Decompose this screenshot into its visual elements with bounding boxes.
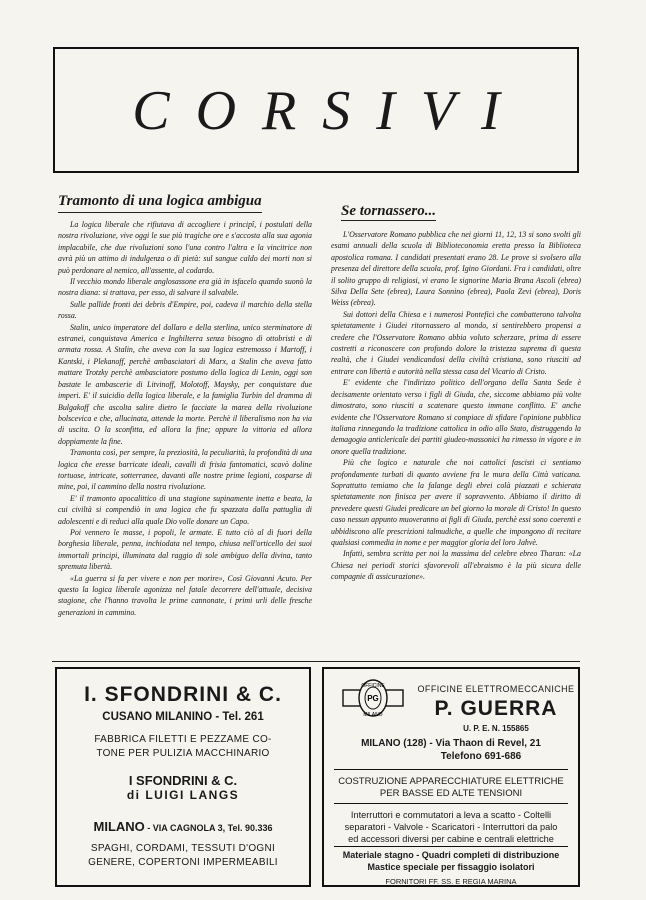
ad-costr-line: COSTRUZIONE APPARECCHIATURE ELETTRICHE	[338, 776, 564, 787]
article1-paragraph: Il vecchio mondo liberale anglosassone era già in isfacelo quando suonò la nostra diana: si trattava, per esso, di salvare il salvabile.	[58, 277, 312, 298]
ad-mat-line: Mastice speciale per fissaggio isolatori	[367, 861, 535, 872]
ad-guerra-materiale	[324, 850, 578, 873]
ad-sfondrini-name2: I SFONDRINI & C.	[128, 773, 238, 788]
ad-guerra-upen: U. P. E. N. 155865	[463, 724, 529, 733]
ad-sfondrini-city: CUSANO MILANINO - Tel. 261	[102, 711, 264, 723]
ad-guerra-divider	[334, 846, 568, 847]
article2-paragraph: L'Osservatore Romano pubblica che nei giorni 11, 12, 13 si sono svolti gli esami annuali della scuola di Biblioteconomia eretta presso la Biblioteca apostolica romana. I candidati presentati erano 28. Le prove si svolsero alla presenza del direttore della scuola, prof. Igino Giordani. Fra i candidati, oltre il solito gruppo di religiosi, vi erano le signorine Maria Brana Ascoli (ebrea) Silva Della Sete (ebrea), Laura Sonnino (ebrea), Paola Zevi (ebrea), Doris Weiss (ebrea).	[331, 230, 581, 308]
article1-paragraph: Tramonta così, per sempre, la preziosità, la peculiarità, la profondità di una logica che eresse barricate ideali, cavalli di frisia fantomatici, scavò doline tortuose, intricate, sotterranee, davanti alle nostre prime legioni, cosparse di mine, poi, il cammino della nostra rivoluzione.	[58, 448, 312, 492]
ad-product-line: separatori - Valvole - Scaricatori - Interruttori da palo	[344, 822, 558, 832]
ad-guerra-officine: OFFICINE ELETTROMECCANICHE	[417, 684, 575, 694]
ad-guerra	[322, 667, 580, 887]
article1-paragraph: «La guerra si fa per vivere e non per morire», Così Giovanni Acuto. Per questo la logica liberale agonizza nel fatale decorrere dell'attuale, decisiva stagione, che l'hanno travolta le prime cannonate, i primi urli delle fresche generazioni in cammino.	[58, 573, 312, 617]
article-column-left	[58, 192, 312, 618]
ad-guerra-products	[330, 809, 572, 845]
ad-guerra-name: P. GUERRA	[434, 697, 558, 720]
ad-sfondrini-name: I. SFONDRINI & C.	[84, 683, 282, 706]
ad-desc-line: FABBRICA FILETTI E PEZZAME CO-	[94, 734, 272, 745]
article2-headline: Se tornassero...	[341, 203, 437, 219]
article2-paragraph: Infatti, sembra scritta per noi la massima del celebre ebreo Tharan: «La Chiesa nei periodi storici sfavorevoli all'ebraismo è la più sicura delle compagnie di assicurazione».	[331, 549, 581, 582]
ad-sfondrini	[55, 667, 311, 887]
article2-paragraph: Sui dottori della Chiesa e i numerosi Pontefici che combatterono talvolta spietatamente i Giudei ritornassero al mondo, si sentirebbero propensi a credere che l'Osservatore Romano abbia voluto scherzare, prima di essere costretti a riconoscere con profondo dolore la tristezza suprema di questa realtà, che i Giudei vendicandosi della civiltà cristiana, sono riusciti ad entrare con libertà e autorità nella stessa casa del Vicario di Cristo.	[331, 309, 581, 376]
ad-guerra-divider	[334, 803, 568, 804]
ad-guerra-costruzione	[324, 776, 578, 800]
logo-mark: PG	[367, 694, 379, 703]
ad-costr-line: PER BASSE ED ALTE TENSIONI	[379, 788, 523, 799]
article1-paragraph: Stalin, unico imperatore del dollaro e della sterlina, unico sterminatore di estranei, conquistava America e Inghilterra senza bisogno di ottobristi e di armata rossa. A Stalin, che aveva con la sua logica estremosso i Martoff, i Kantski, i Plekanoff, perchè ambasciatori di Marx, a Stalin che aveva fatto mattare Trotzky perchè ambasciatore postumo della logica di Lenin, oggi son bastate le ambascerie di Litvinoff, Molotoff, Maysky, per conquistare due imperi. E' il suicidio della logica liberale, e la famiglia Turbin del dramma di Bulgakoff che ascolta salire dietro le facciate la marea della rivoluzione bolscevica e che, allucinata, attende la morte. Perchè il liberalismo non ha via di uscita. O la sconfitta, ed allora la fine; oppure la vittoria ed allora doppiamente la fine.	[58, 322, 312, 446]
guerra-logo	[341, 676, 405, 720]
ad-sfondrini-desc2	[57, 842, 309, 870]
article2-paragraph: E' evidente che l'indirizzo politico dell'organo della Santa Sede è decisamente orientato verso i figli di Giuda, che, siccome abbiamo più volte dimostrato, sono riusciti a scatenare questo immane conflitto. E' anche evidente che l'Osservatore Romano si compiace di sfidare l'opinione pubblica italiana rinnegando la tradizione cattolica in odio allo Stato, distruggendo la demagogia anticlericale dei partiti giudeo-massonici ha rimesso in vigore e in onore quella tradizione.	[331, 378, 581, 456]
ad-guerra-divider	[334, 769, 568, 770]
article1-headline: Tramonto di una logica ambigua	[58, 192, 262, 213]
ad-sfondrini-milano	[57, 819, 309, 834]
article2-paragraph: Più che logico e naturale che noi cattolici fascisti ci sentiamo profondamente turbati di quanto avviene fra le mura della Città vaticana. Soprattutto temiamo che la falange degli ebrei colà piazzati e schierata spietatamente non finisca per avere il sopravvento. Abbiamo il diritto di prevedere questi Giudei predicare un bel giorno la morale di Cristo! In questo caso nessun appunto muoveranno ai figli di Giuda, perchè essi sono coerenti e ubbidiscono alle prescrizioni talmudiche, a quelle che impongono di recitare qualsiasi commedia in nome e per maggior gloria del loro Jahvè.	[331, 458, 581, 547]
ad-sfondrini-desc	[57, 733, 309, 761]
article1-paragraph: E' il tramonto apocalittico di una stagione supinamente inetta e beata, la cui civiltà si compendiò in una logica che fu spazzata dalla pattuglia di adolescenti e di reduci alla quale Dio volle donare un Capo.	[58, 493, 312, 526]
logo-top-text: OFFICINE	[361, 683, 385, 689]
ad-guerra-address: MILANO (128) - Via Thaon di Revel, 21	[361, 738, 541, 749]
ad-desc-line: TONE PER PULIZIA MACCHINARIO	[96, 748, 270, 759]
ad-milano-city: MILANO	[93, 819, 145, 834]
ad-sfondrini-owner: di LUIGI LANGS	[126, 788, 240, 802]
article-column-right	[331, 192, 581, 583]
ad-product-line: ed accessori diversi per cabine e centrali elettriche	[348, 834, 554, 844]
ad-product-line: Interruttori e commutatori a leva a scatto - Coltelli	[350, 810, 552, 820]
article1-paragraph: La logica liberale che rifiutava di accogliere i principî, i postulati della nostra rivoluzione, vive oggi le sue più tragiche ore e s'accosta alla sua agonia implacabile, che due rivoluzioni sono l'una contro l'altra e la vincitrice non avrà più un attimo di indulgenza o di pietà: sul sangue caldo dei morti non si può perdonare al nemico, all'assente, al codardo.	[58, 220, 312, 275]
logo-bottom-text: MILANO	[363, 712, 383, 718]
ad-mat-line: Materiale stagno - Quadri completi di distribuzione	[342, 850, 560, 860]
ad-milano-address: - VIA CAGNOLA 3, Tel. 90.336	[144, 823, 273, 833]
bottom-divider	[52, 661, 580, 662]
masthead-box	[53, 47, 579, 173]
ad-desc-line: GENERE, COPERTONI IMPERMEABILI	[88, 857, 278, 868]
ad-guerra-tel: Telefono 691-686	[440, 751, 522, 762]
article1-paragraph: Sulle pallide fronti dei debris d'Empire, poi, cadeva il marchio della stella rossa.	[58, 299, 312, 321]
ad-desc-line: SPAGHI, CORDAMI, TESSUTI D'OGNI	[90, 843, 276, 854]
article1-paragraph: Poi vennero le masse, i popoli, le armate. E tutto ciò al di fuori della borghesia liberale, penna, inchiodata nel tempo, chiusa nell'orticello dei suoi immortali principi, illuminata dal raggio di sole ambiguo della divina, tanto spremuta libertà.	[58, 527, 312, 572]
ad-guerra-fornitori: FORNITORI FF. SS. E REGIA MARINA	[385, 877, 517, 886]
section-title: CORSIVI	[132, 80, 526, 142]
